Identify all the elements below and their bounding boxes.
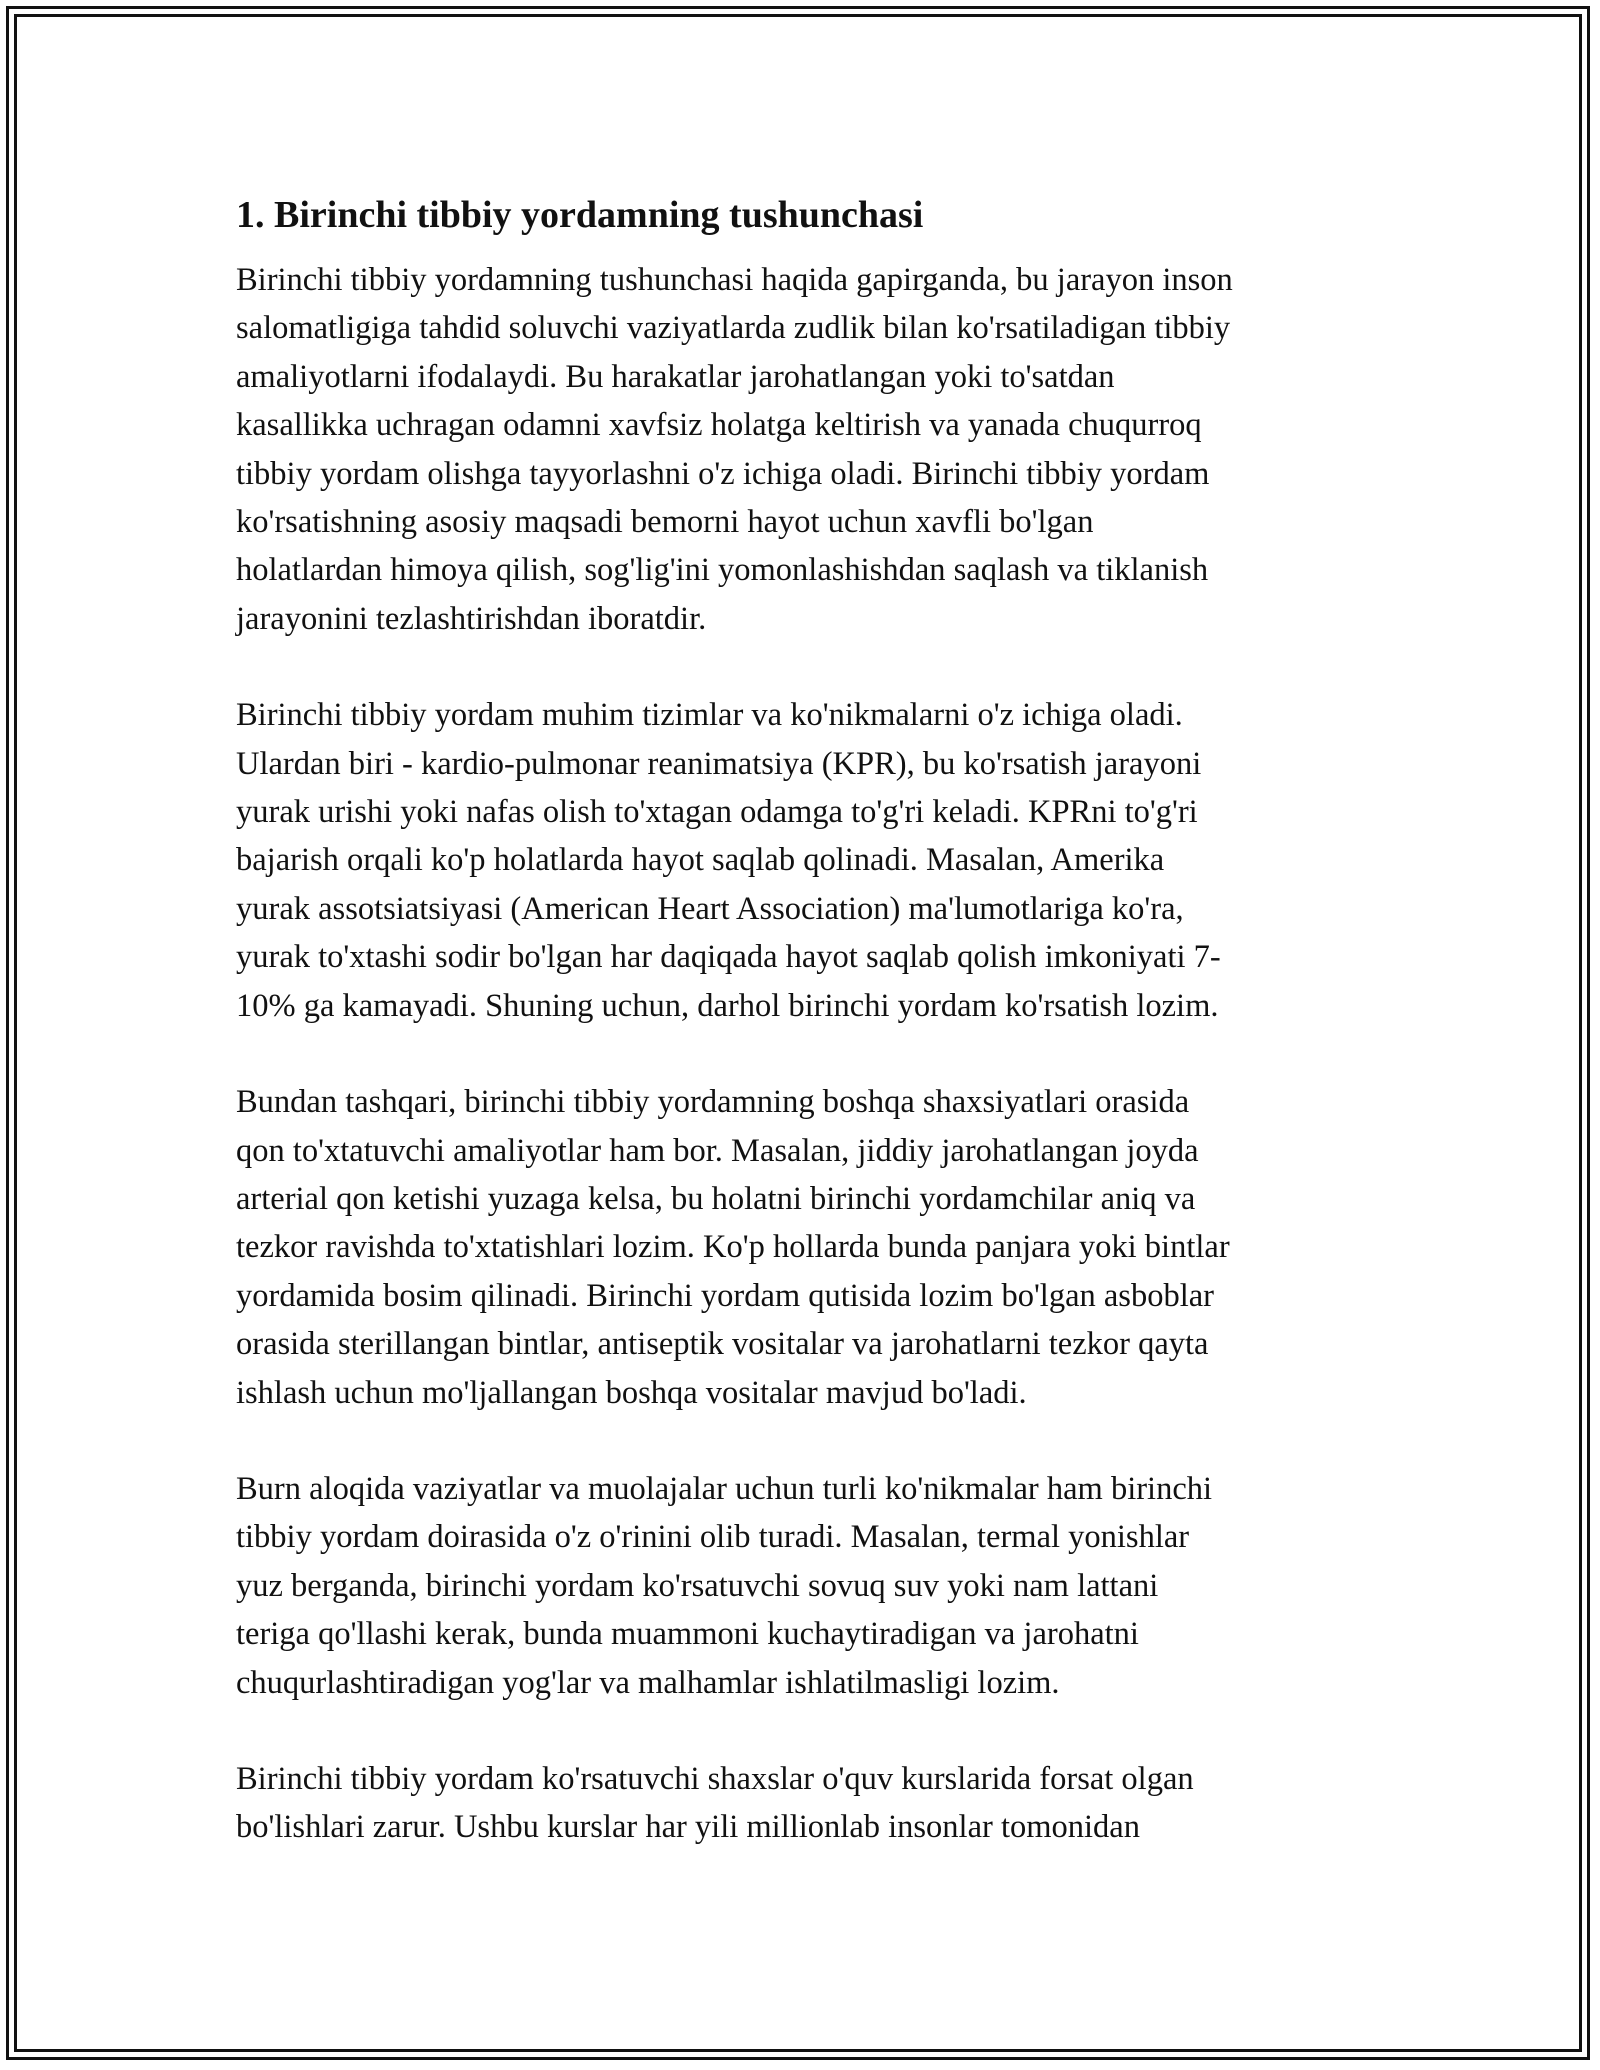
paragraph-line: tezkor ravishda to'xtatishlari lozim. Ko'p hollarda bunda panjara yoki bintlar <box>236 1229 1230 1266</box>
paragraph-3 <box>236 1078 1376 1417</box>
paragraph-line: 10% ga kamayadi. Shuning uchun, darhol birinchi yordam ko'rsatish lozim. <box>236 987 1219 1024</box>
paragraph-line: bo'lishlari zarur. Ushbu kurslar har yili millionlab insonlar tomonidan <box>236 1809 1140 1846</box>
paragraph-line: ishlash uchun mo'ljallangan boshqa vositalar mavjud bo'ladi. <box>236 1374 1027 1411</box>
paragraph-line: Ulardan biri - kardio-pulmonar reanimatsiya (KPR), bu ko'rsatish jarayoni <box>236 745 1202 782</box>
paragraph-line: kasallikka uchragan odamni xavfsiz holatga keltirish va yanada chuqurroq <box>236 407 1202 444</box>
paragraph-line: salomatligiga tahdid soluvchi vaziyatlarda zudlik bilan ko'rsatiladigan tibbiy <box>236 310 1231 347</box>
paragraph-4 <box>236 1465 1376 1707</box>
paragraph-line: arterial qon ketishi yuzaga kelsa, bu holatni birinchi yordamchilar aniq va <box>236 1180 1196 1217</box>
document-body <box>236 190 1376 1900</box>
paragraph-line: chuqurlashtiradigan yog'lar va malhamlar ishlatilmasligi lozim. <box>236 1664 1060 1701</box>
paragraph-line: amaliyotlarni ifodalaydi. Bu harakatlar jarohatlangan yoki to'satdan <box>236 358 1115 395</box>
paragraph-line: bajarish orqali ko'p holatlarda hayot saqlab qolinadi. Masalan, Amerika <box>236 842 1165 879</box>
paragraph-line: yurak assotsiatsiyasi (American Heart Association) ma'lumotlariga ko'ra, <box>236 890 1184 927</box>
paragraph-2 <box>236 691 1376 1030</box>
paragraph-line: Birinchi tibbiy yordamning tushunchasi haqida gapirganda, bu jarayon inson <box>236 262 1233 298</box>
paragraph-line: ko'rsatishning asosiy maqsadi bemorni hayot uchun xavfli bo'lgan <box>236 504 1094 541</box>
paragraph-line: tibbiy yordam doirasida o'z o'rinini olib turadi. Masalan, termal yonishlar <box>236 1519 1190 1556</box>
paragraph-1 <box>236 256 1376 643</box>
paragraph-line: teriga qo'llashi kerak, bunda muammoni kuchaytiradigan va jarohatni <box>236 1616 1139 1653</box>
paragraph-line: yurak to'xtashi sodir bo'lgan har daqiqada hayot saqlab qolish imkoniyati 7- <box>236 939 1221 976</box>
paragraph-line: Birinchi tibbiy yordam muhim tizimlar va ko'nikmalarni o'z ichiga oladi. <box>236 697 1183 734</box>
paragraph-line: Birinchi tibbiy yordam ko'rsatuvchi shaxslar o'quv kurslarida forsat olgan <box>236 1760 1194 1797</box>
paragraph-line: jarayonini tezlashtirishdan iboratdir. <box>236 600 707 637</box>
paragraph-line: Burn aloqida vaziyatlar va muolajalar uchun turli ko'nikmalar ham birinchi <box>236 1470 1213 1507</box>
paragraph-line: orasida sterillangan bintlar, antiseptik vositalar va jarohatlarni tezkor qayta <box>236 1326 1209 1363</box>
paragraph-line: holatlardan himoya qilish, sog'lig'ini yomonlashishdan saqlash va tiklanish <box>236 552 1209 589</box>
paragraph-line: tibbiy yordam olishga tayyorlashni o'z ichiga oladi. Birinchi tibbiy yordam <box>236 455 1210 492</box>
paragraph-line: Bundan tashqari, birinchi tibbiy yordamning boshqa shaxsiyatlari orasida <box>236 1084 1190 1121</box>
paragraph-line: yuz berganda, birinchi yordam ko'rsatuvchi sovuq suv yoki nam lattani <box>236 1567 1159 1604</box>
paragraph-line: yordamida bosim qilinadi. Birinchi yordam qutisida lozim bo'lgan asboblar <box>236 1277 1214 1314</box>
paragraph-line: qon to'xtatuvchi amaliyotlar ham bor. Masalan, jiddiy jarohatlangan joyda <box>236 1132 1199 1169</box>
paragraph-5 <box>236 1755 1376 1852</box>
paragraph-line: yurak urishi yoki nafas olish to'xtagan odamga to'g'ri keladi. KPRni to'g'ri <box>236 794 1198 831</box>
section-heading: 1. Birinchi tibbiy yordamning tushunchasi <box>236 194 924 236</box>
